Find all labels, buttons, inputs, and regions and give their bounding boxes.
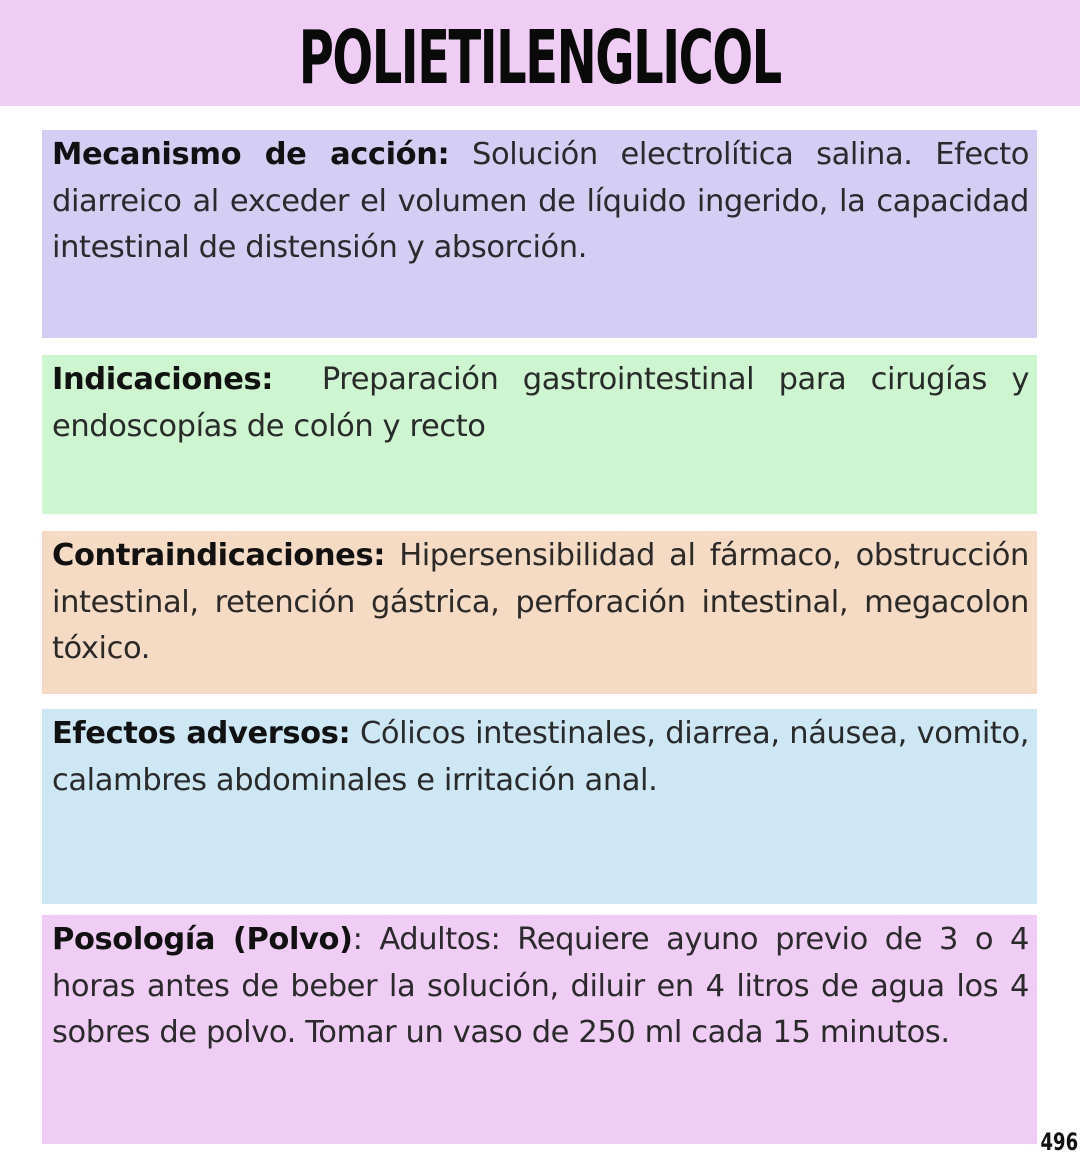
- section-label: Contraindicaciones:: [52, 538, 386, 573]
- page-title: POLIETILENGLICOL: [298, 15, 782, 101]
- section-text: Preparación gastrointestinal para cirugías y endoscopías de colón y recto: [52, 362, 1039, 444]
- section-adverse-effects: [42, 709, 1037, 904]
- section-mechanism: [42, 130, 1037, 338]
- section-label: Indicaciones:: [52, 362, 274, 397]
- section-label: Posología (Polvo): [52, 922, 353, 957]
- section-text: : Adultos: Requiere ayuno previo de 3 o 4 horas antes de beber la solución, diluir en 4 litros de agua los 4 sobres de polvo. Tomar un vaso de 250 ml cada 15 minutos.: [52, 922, 1029, 1050]
- section-dosage: [42, 915, 1037, 1144]
- page-number: 496: [1040, 1128, 1078, 1156]
- title-banner: [0, 0, 1080, 106]
- section-indications: [42, 355, 1037, 514]
- section-contraindications: [42, 531, 1037, 694]
- section-text: Hipersensibilidad al fármaco, obstrucción intestinal, retención gástrica, perforación intestinal, megacolon tóxico.: [52, 538, 1029, 666]
- section-text: Solución electrolítica salina. Efecto diarreico al exceder el volumen de líquido ingerido, la capacidad intestinal de distensión y absorción.: [52, 137, 1029, 265]
- section-text: Cólicos intestinales, diarrea, náusea, vomito, calambres abdominales e irritación anal.: [52, 716, 1030, 798]
- section-label: Efectos adversos:: [52, 716, 351, 751]
- section-label: Mecanismo de acción:: [52, 137, 450, 172]
